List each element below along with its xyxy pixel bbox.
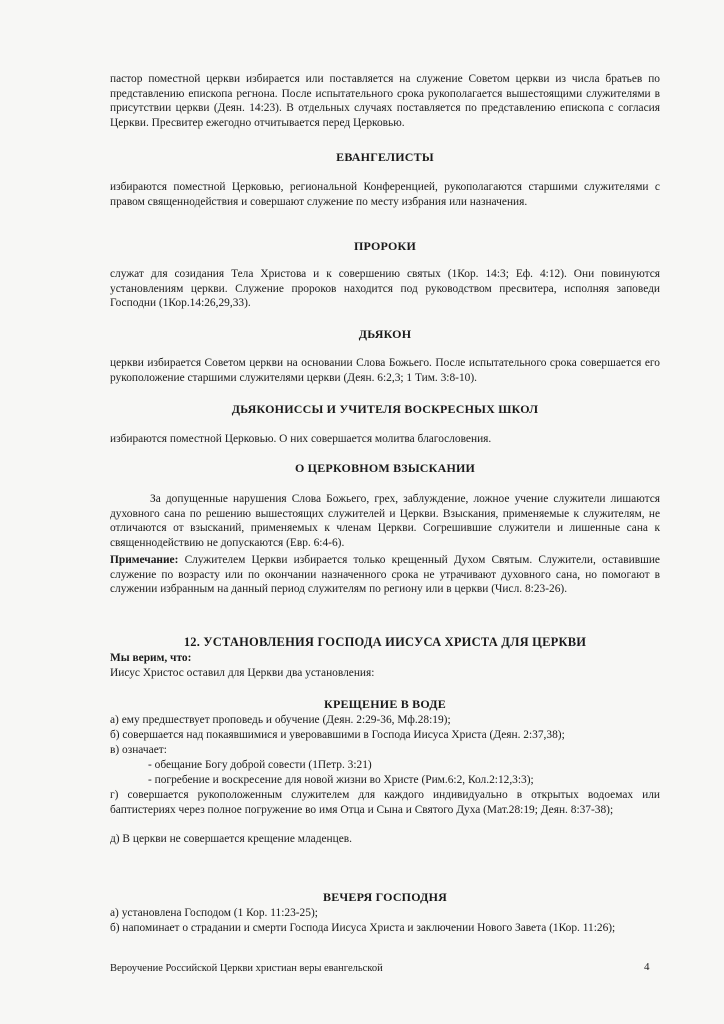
deaconess-paragraph: избираются поместной Церковью. О них совершается молитва благословения. xyxy=(110,433,492,445)
deacon-heading: ДЬЯКОН xyxy=(358,327,412,341)
baptism-item-c: в) означает: xyxy=(110,744,167,756)
note-label: Примечание: xyxy=(110,554,179,566)
discipline-heading: О ЦЕРКОВНОМ ВЗЫСКАНИИ xyxy=(294,461,476,475)
prophets-heading: ПРОРОКИ xyxy=(354,239,416,253)
baptism-item-e: д) В церкви не совершается крещение младенцев. xyxy=(110,833,353,845)
supper-heading: ВЕЧЕРЯ ГОСПОДНЯ xyxy=(322,890,448,904)
two-institutions-text: Иисус Христос оставил для Церкви два установления: xyxy=(110,667,375,679)
page-number: 4 xyxy=(644,961,650,973)
evangelists-paragraph: избираются поместной Церковью, региональной Конференцией, рукополагаются старшими служителями с правом священнодействия и совершают служение по месту избрания или назначения. xyxy=(110,181,660,208)
baptism-item-d: г) совершается рукоположенным служителем для каждого индивидуально в открытых водоемах или баптистериях через полное погружение во имя Отца и Сына и Святого Духа (Мат.28:19; Деян. 8:37-38); xyxy=(110,789,660,816)
baptism-item-a: а) ему предшествует проповедь и обучение (Деян. 2:29-36, Мф.28:19); xyxy=(110,714,451,726)
baptism-item-c2: - погребение и воскресение для новой жизни во Христе (Рим.6:2, Кол.2:12,3:3); xyxy=(148,774,534,786)
section-12-heading: 12. УСТАНОВЛЕНИЯ ГОСПОДА ИИСУСА ХРИСТА ДЛЯ ЦЕРКВИ xyxy=(183,635,587,649)
footer-title: Вероучение Российской Церкви христиан веры евангельской xyxy=(110,963,383,974)
note-text: Служителем Церкви избирается только крещенный Духом Святым. Служители, оставившие служение по возрасту или по окончании назначенного срока не утрачивают духовного сана, но помогают в служении избранным на данный период служителям по региону или в церкви (Числ. 8:23-26). xyxy=(110,554,660,596)
evangelists-heading: ЕВАНГЕЛИСТЫ xyxy=(336,150,434,164)
supper-item-b: б) напоминает о страдании и смерти Господа Иисуса Христа и заключении Нового Завета (1Кор. 11:26); xyxy=(110,922,616,934)
we-believe-label: Мы верим, что: xyxy=(110,652,192,664)
baptism-item-c1: - обещание Богу доброй совести (1Петр. 3:21) xyxy=(148,759,372,771)
baptism-item-b: б) совершается над покаявшимися и уверовавшими в Господа Иисуса Христа (Деян. 2:37,38); xyxy=(110,729,565,741)
prophets-paragraph: служат для созидания Тела Христова и к совершению святых (1Кор. 14:3; Еф. 4:12). Они повинуются установлениям церкви. Служение пророков находится под руководством пресвитера, исполняя заповеди Господни (1Кор.14:26,29,33). xyxy=(110,268,660,310)
discipline-paragraph: За допущенные нарушения Слова Божьего, грех, заблуждение, ложное учение служители лишаются духовного сана по решению вышестоящих служителей и Церкви. Взыскания, применяемые к служителям, не отличаются от взысканий, применяемых к членам Церкви. Согрешившие служители и лишенные сана к священнодействию не допускаются (Евр. 6:4-6). xyxy=(110,493,660,549)
pastor-paragraph: пастор поместной церкви избирается или поставляется на служение Советом церкви из числа братьев по представлению епископа регнона. После испытательного срока рукополагается вышестоящими служителями в присутствии церкви (Деян. 14:23). В отдельных случаях поставляется по представлению епископа с согласия Церкви. Пресвитер ежегодно отчитывается перед Церковью. xyxy=(110,73,660,129)
supper-item-a: а) установлена Господом (1 Кор. 11:23-25); xyxy=(110,907,318,919)
note-paragraph xyxy=(110,553,660,597)
deaconess-heading: ДЬЯКОНИССЫ И УЧИТЕЛЯ ВОСКРЕСНЫХ ШКОЛ xyxy=(231,402,539,416)
deacon-paragraph: церкви избирается Советом церкви на основании Слова Божьего. После испытательного срока совершается его рукоположение старшими служителями церкви (Деян. 6:2,3; 1 Тим. 3:8-10). xyxy=(110,357,660,384)
baptism-heading: КРЕЩЕНИЕ В ВОДЕ xyxy=(324,697,446,711)
